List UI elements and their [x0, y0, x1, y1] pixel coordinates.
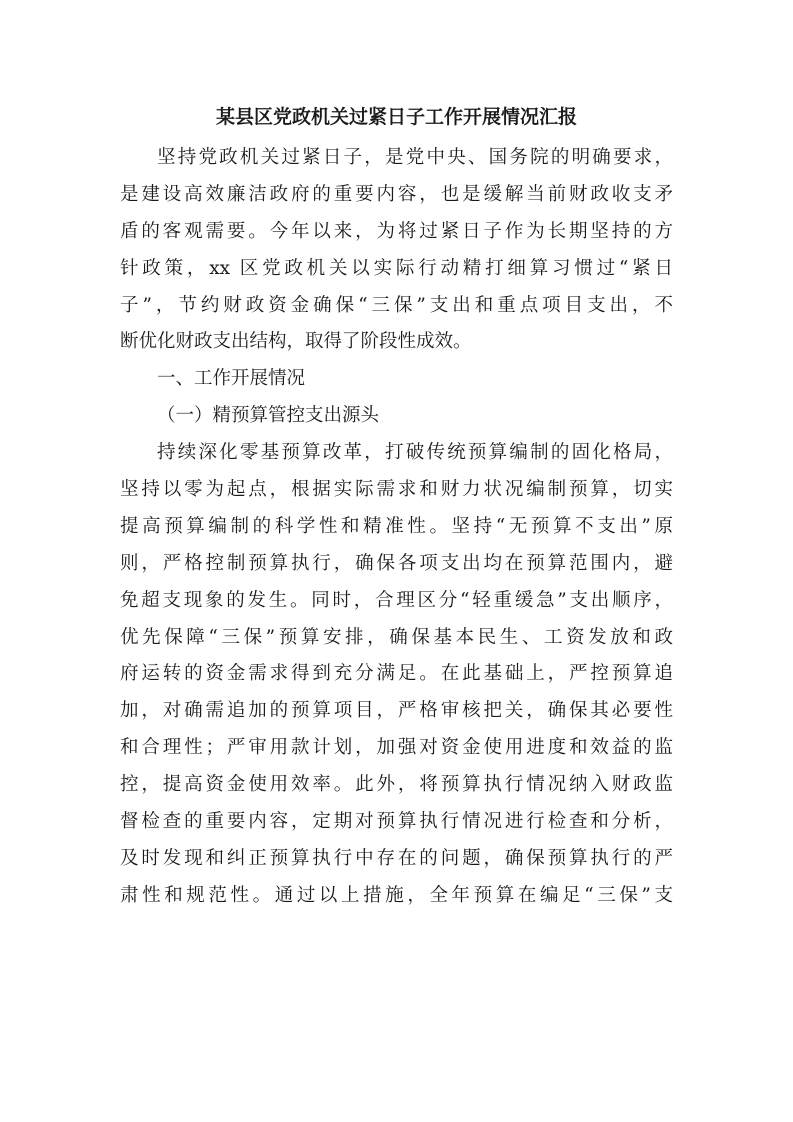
paragraph-line: 优先保障“三保”预算安排，确保基本民生、工资发放和政 [120, 626, 673, 648]
document-title: 某县区党政机关过紧日子工作开展情况汇报 [215, 106, 577, 128]
intro-line: 针政策，xx 区党政机关以实际行动精打细算习惯过“紧日 [120, 257, 673, 279]
subsection-heading: （一）精预算管控支出源头 [157, 405, 380, 427]
paragraph-line: 提高预算编制的科学性和精准性。坚持“无预算不支出”原 [120, 515, 673, 537]
paragraph-line: 及时发现和纠正预算执行中存在的问题，确保预算执行的严 [120, 847, 673, 869]
paragraph-line: 和合理性；严审用款计划，加强对资金使用进度和效益的监 [120, 737, 673, 759]
paragraph-line: 持续深化零基预算改革，打破传统预算编制的固化格局， [157, 442, 673, 464]
section-heading: 一、工作开展情况 [157, 368, 306, 390]
paragraph-line: 府运转的资金需求得到充分满足。在此基础上，严控预算追 [120, 663, 673, 685]
paragraph-line: 肃性和规范性。通过以上措施，全年预算在编足“三保”支 [120, 884, 673, 906]
paragraph-line: 免超支现象的发生。同时，合理区分“轻重缓急”支出顺序， [120, 589, 673, 611]
intro-line: 子”，节约财政资金确保“三保”支出和重点项目支出，不 [120, 294, 673, 316]
paragraph-line: 加，对确需追加的预算项目，严格审核把关，确保其必要性 [120, 700, 673, 722]
paragraph-line: 坚持以零为起点，根据实际需求和财力状况编制预算，切实 [120, 479, 673, 501]
intro-line: 坚持党政机关过紧日子，是党中央、国务院的明确要求， [157, 147, 673, 168]
paragraph-line: 督检查的重要内容，定期对预算执行情况进行检查和分析， [120, 811, 673, 833]
intro-line: 是建设高效廉洁政府的重要内容，也是缓解当前财政收支矛 [120, 183, 673, 205]
intro-line: 断优化财政支出结构，取得了阶段性成效。 [120, 331, 472, 353]
document-body [120, 140, 673, 915]
paragraph-line: 则，严格控制预算执行，确保各项支出均在预算范围内，避 [120, 552, 673, 574]
paragraph-line: 控，提高资金使用效率。此外，将预算执行情况纳入财政监 [120, 774, 673, 796]
intro-line: 盾的客观需要。今年以来，为将过紧日子作为长期坚持的方 [120, 220, 673, 242]
